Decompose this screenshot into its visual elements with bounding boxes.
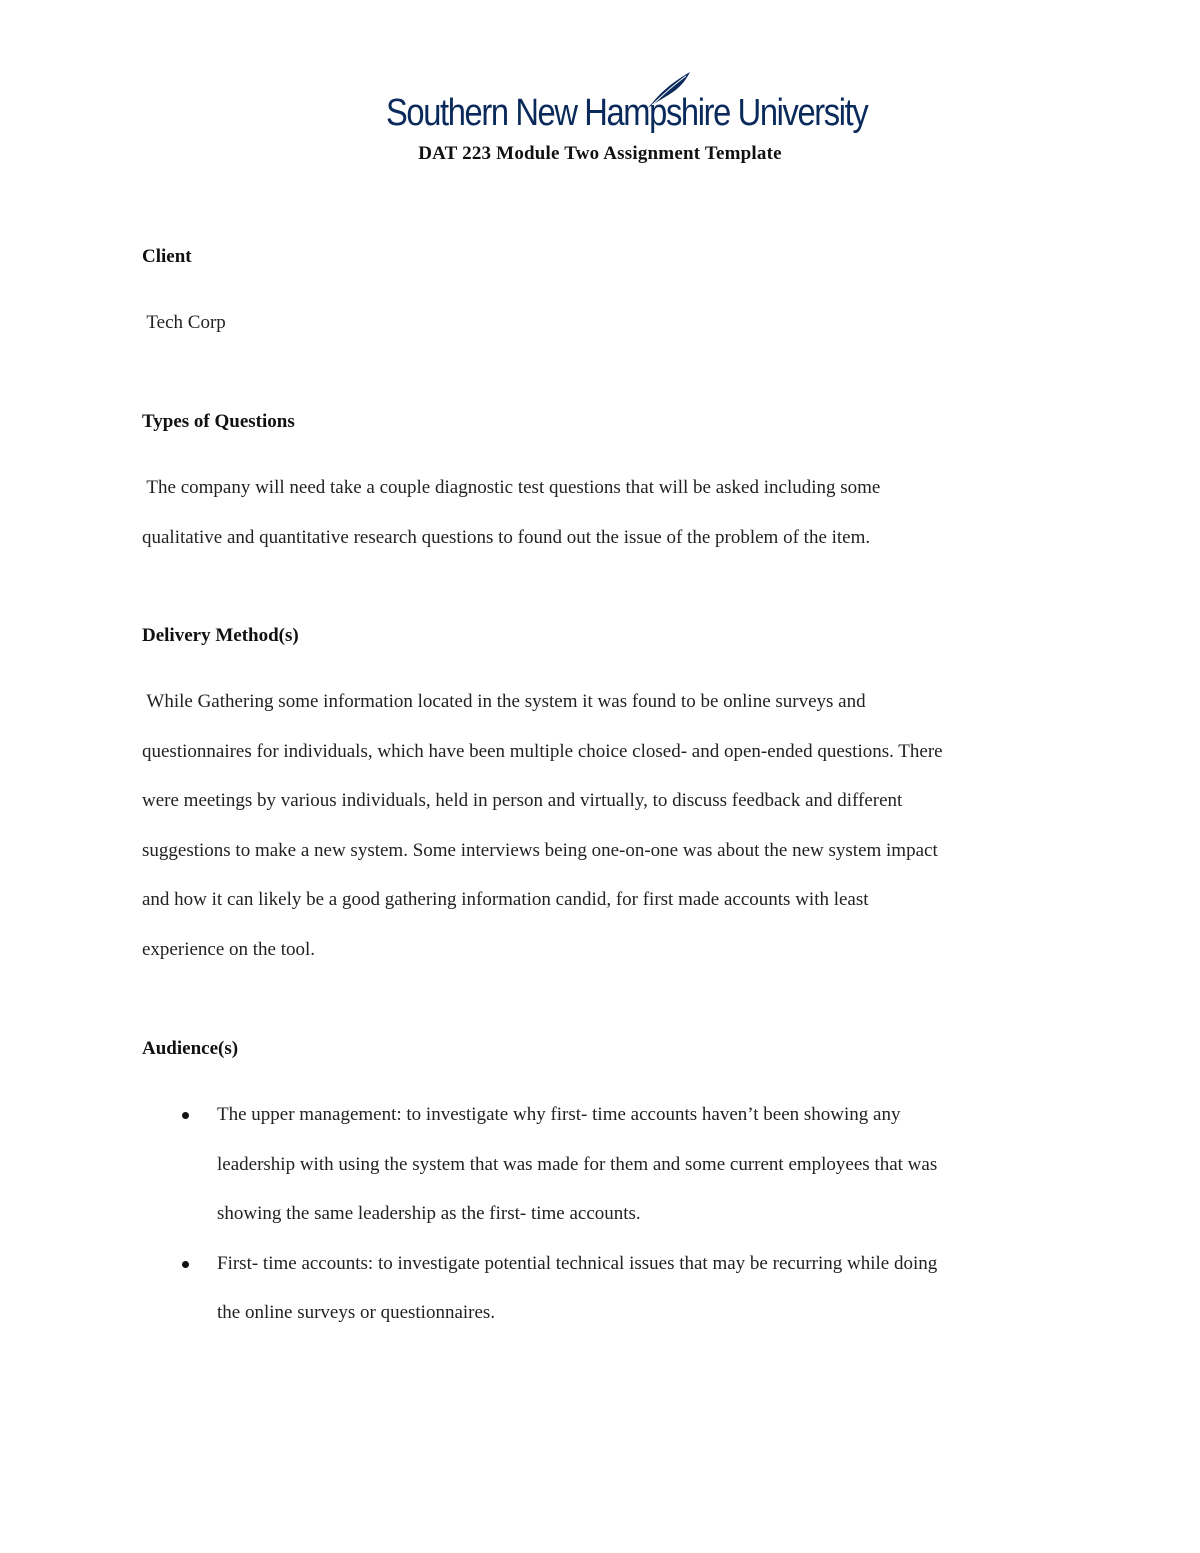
document-title: DAT 223 Module Two Assignment Template <box>418 143 782 164</box>
bullet-icon <box>182 1112 189 1119</box>
audiences-heading: Audience(s) <box>142 1038 239 1059</box>
client-text <box>142 298 1062 348</box>
list-item <box>142 1090 1062 1239</box>
delivery-methods-heading: Delivery Method(s) <box>142 625 299 646</box>
paragraph-line: experience on the tool. <box>142 938 316 960</box>
university-logo <box>386 70 868 136</box>
client-heading: Client <box>142 246 192 267</box>
delivery-methods-paragraph <box>142 677 1062 974</box>
list-item-line: showing the same leadership as the first- time accounts. <box>217 1203 641 1224</box>
paragraph-line: questionnaires for individuals, which have been multiple choice closed- and open-ended questions. There <box>142 740 943 762</box>
bullet-icon <box>182 1261 189 1268</box>
audiences-bullet-list <box>142 1090 1062 1338</box>
paragraph-line: The company will need take a couple diagnostic test questions that will be asked including some <box>142 477 881 498</box>
paragraph-line: suggestions to make a new system. Some interviews being one-on-one was about the new system impact <box>142 839 938 861</box>
paragraph-line: qualitative and quantitative research questions to found out the issue of the problem of the item. <box>142 526 871 548</box>
client-value: Tech Corp <box>142 312 226 333</box>
list-item-line: leadership with using the system that was made for them and some current employees that was <box>217 1153 938 1175</box>
paragraph-line: were meetings by various individuals, held in person and virtually, to discuss feedback and different <box>142 790 903 811</box>
types-of-questions-paragraph <box>142 463 1062 562</box>
logo-wordmark: Southern New Hampshire University <box>386 92 868 134</box>
paragraph-line: While Gathering some information located in the system it was found to be online surveys and <box>142 691 866 712</box>
types-of-questions-heading: Types of Questions <box>142 411 295 432</box>
list-item-line: First- time accounts: to investigate potential technical issues that may be recurring while doing <box>217 1252 938 1274</box>
list-item-line: The upper management: to investigate why first- time accounts haven’t been showing any <box>217 1104 901 1125</box>
list-item <box>142 1239 1062 1338</box>
paragraph-line: and how it can likely be a good gathering information candid, for first made accounts with least <box>142 889 869 910</box>
list-item-line: the online surveys or questionnaires. <box>217 1302 496 1323</box>
